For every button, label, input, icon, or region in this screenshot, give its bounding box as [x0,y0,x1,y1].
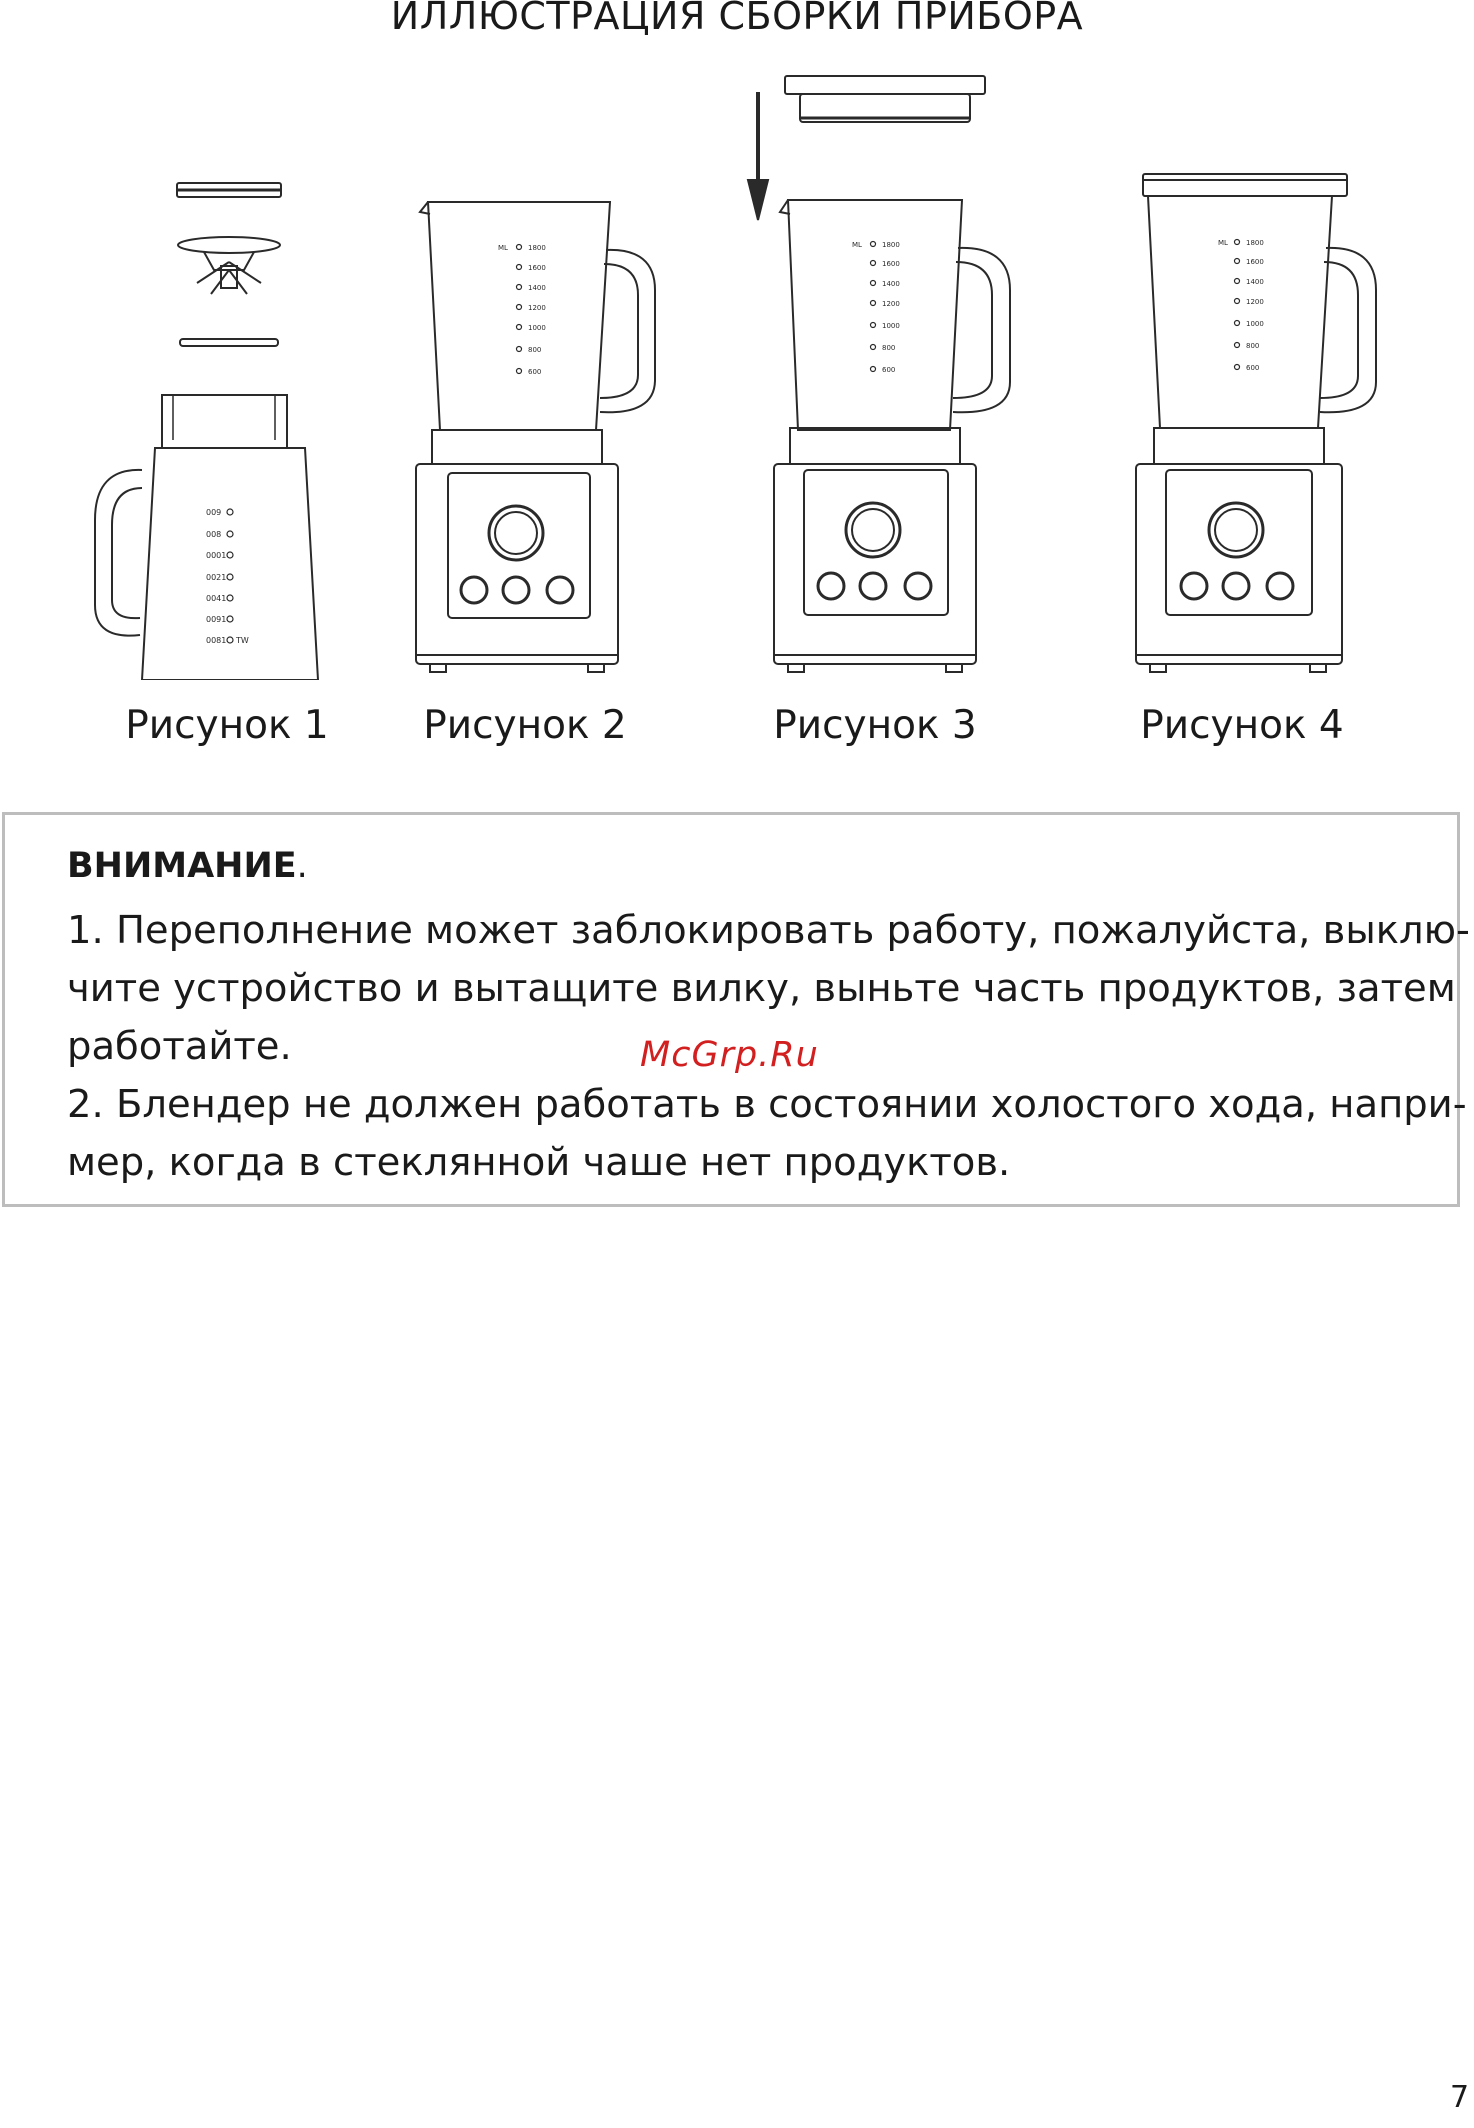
svg-text:1000: 1000 [528,324,546,332]
svg-text:800: 800 [1246,342,1260,350]
svg-text:1600: 1600 [882,260,900,268]
svg-text:600: 600 [882,366,896,374]
inverted-jar-icon [95,395,318,680]
warning-heading [67,846,308,886]
warning-line-1: 1. Переполнение может заблокировать работу, пожалуйста, выклю- [67,908,1470,953]
svg-text:0091: 0091 [206,615,227,624]
svg-text:1800: 1800 [1246,239,1264,247]
svg-text:1200: 1200 [882,300,900,308]
figure-2-caption: Рисунок 2 [423,703,627,748]
svg-text:0041: 0041 [206,594,227,603]
jar-icon [1148,196,1376,428]
page-number: 7 [1450,2080,1470,2115]
svg-text:1800: 1800 [882,241,900,249]
gasket-icon [180,339,278,346]
figure-1-caption: Рисунок 1 [125,703,329,748]
warning-line-5: мер, когда в стеклянной чаше нет продуктов. [67,1140,1011,1185]
warning-box [2,812,1470,1207]
svg-text:1400: 1400 [882,280,900,288]
figure-2-jar-on-base [416,202,655,672]
warning-line-4: 2. Блендер не должен работать в состоянии холостого хода, напри- [67,1082,1467,1127]
motor-base-icon [1136,428,1342,672]
svg-text:1800: 1800 [528,244,546,252]
motor-base-icon [416,430,618,672]
figure-1-exploded-view [95,183,318,680]
page-title: ИЛЛЮСТРАЦИЯ СБОРКИ ПРИБОРА [390,0,1084,38]
svg-text:ML: ML [852,241,862,249]
svg-text:1200: 1200 [1246,298,1264,306]
svg-text:1600: 1600 [528,264,546,272]
svg-text:0081: 0081 [206,636,227,645]
warning-line-2: чите устройство и вытащите вилку, выньте часть продуктов, затем [67,966,1456,1011]
svg-text:1000: 1000 [1246,320,1264,328]
lid-icon [785,76,985,122]
figure-3-caption: Рисунок 3 [773,703,977,748]
svg-text:TW: TW [236,636,249,645]
svg-text:600: 600 [528,368,542,376]
assembly-illustrations [0,40,1474,680]
svg-text:1000: 1000 [882,322,900,330]
svg-text:0021: 0021 [206,573,227,582]
svg-text:0001: 0001 [206,551,227,560]
figure-4-assembled-blender [1136,174,1376,672]
svg-text:1400: 1400 [1246,278,1264,286]
figure-3-lid-placement [748,76,1010,672]
warning-line-3: работайте. [67,1024,292,1069]
jar-icon [780,200,1010,430]
svg-text:1200: 1200 [528,304,546,312]
lid-icon [1143,174,1347,196]
blade-assembly-icon [178,237,280,294]
watermark: McGrp.Ru [640,1035,819,1075]
warning-heading-suffix: . [296,846,308,886]
svg-text:1600: 1600 [1246,258,1264,266]
svg-text:ML: ML [1218,239,1228,247]
svg-text:1400: 1400 [528,284,546,292]
figure-4-caption: Рисунок 4 [1140,703,1344,748]
svg-text:008: 008 [206,530,222,539]
warning-heading-bold: ВНИМАНИЕ [67,846,297,886]
svg-text:009: 009 [206,508,222,517]
svg-text:ML: ML [498,244,508,252]
svg-text:800: 800 [882,344,896,352]
sealing-ring-icon [177,183,281,197]
motor-base-icon [774,428,976,672]
jar-icon [420,202,655,430]
svg-text:600: 600 [1246,364,1260,372]
svg-text:800: 800 [528,346,542,354]
down-arrow-icon [748,92,768,220]
